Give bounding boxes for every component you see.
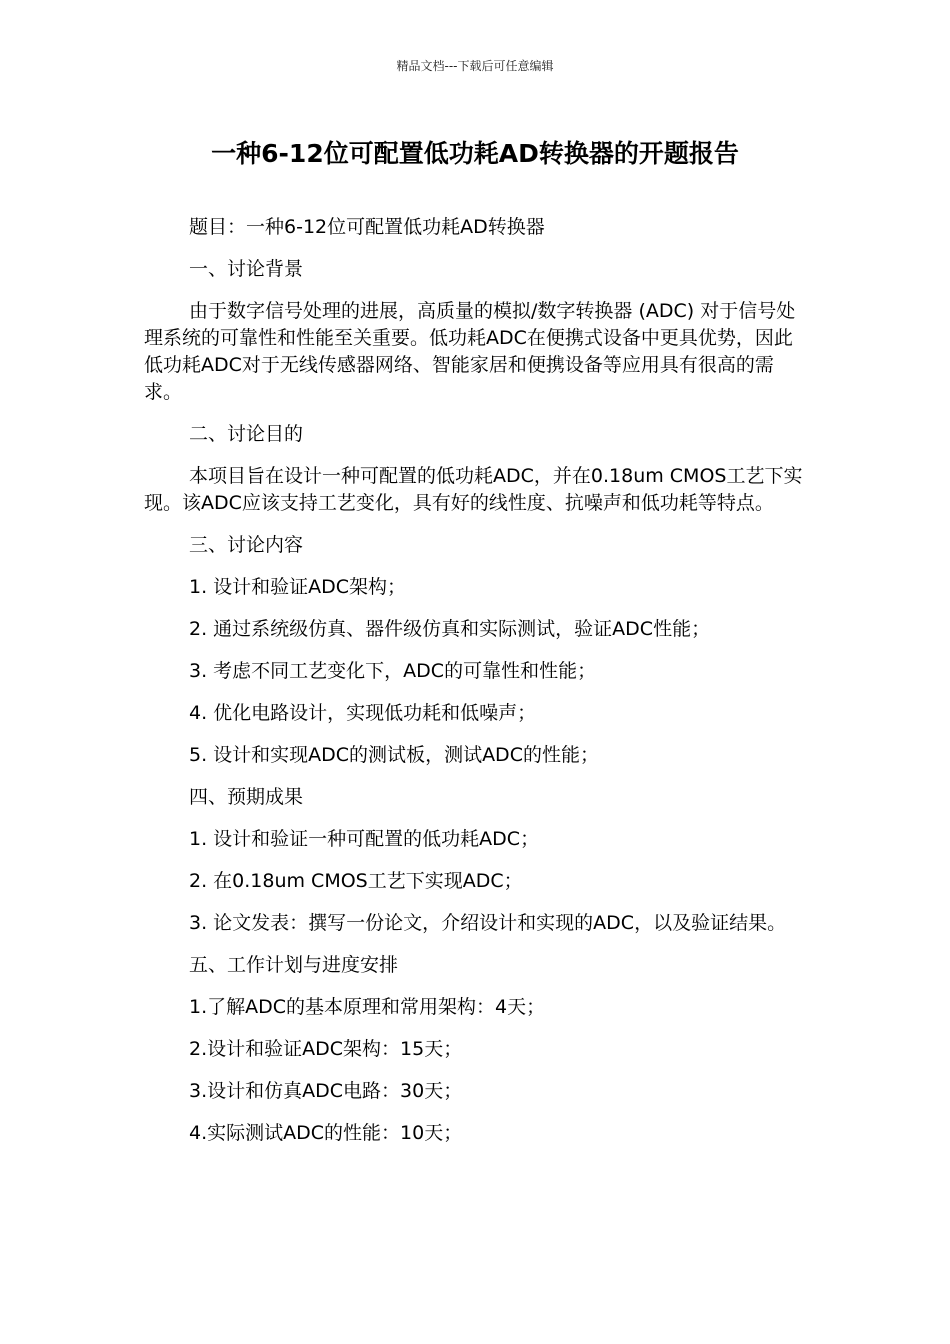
content-item: 1. 设计和验证ADC架构； <box>189 576 407 598</box>
schedule-item: 2.设计和验证ADC架构：15天； <box>189 1038 463 1060</box>
purpose-paragraph: 本项目旨在设计一种可配置的低功耗ADC，并在0.18um CMOS工艺下实现。该ADC应该支持工艺变化，具有好的线性度、抗噪声和低功耗等特点。 <box>144 465 803 514</box>
schedule-item: 1.了解ADC的基本原理和常用架构：4天； <box>189 996 546 1018</box>
section-heading-purpose: 二、讨论目的 <box>189 423 304 445</box>
document-body <box>144 214 806 1147</box>
background-paragraph: 由于数字信号处理的进展，高质量的模拟/数字转换器 (ADC) 对于信号处理系统的可靠性和性能至关重要。低功耗ADC在便携式设备中更具优势，因此低功耗ADC对于无线传感器网络、智能家居和便携设备等应用具有很高的需求。 <box>144 300 796 403</box>
section-heading-schedule: 五、工作计划与进度安排 <box>189 954 399 976</box>
outcome-item: 2. 在0.18um CMOS工艺下实现ADC； <box>189 870 523 892</box>
topic-line: 题目：一种6-12位可配置低功耗AD转换器 <box>189 216 545 238</box>
content-item: 2. 通过系统级仿真、器件级仿真和实际测试，验证ADC性能； <box>189 618 711 640</box>
content-item: 4. 优化电路设计，实现低功耗和低噪声； <box>189 702 537 724</box>
section-heading-content: 三、讨论内容 <box>189 534 304 556</box>
outcome-item: 3. 论文发表：撰写一份论文，介绍设计和实现的ADC，以及验证结果。 <box>189 912 787 934</box>
schedule-item: 4.实际测试ADC的性能：10天； <box>189 1122 463 1144</box>
document-title: 一种6-12位可配置低功耗AD转换器的开题报告 <box>211 139 739 168</box>
section-heading-background: 一、讨论背景 <box>189 258 304 280</box>
outcome-item: 1. 设计和验证一种可配置的低功耗ADC； <box>189 828 540 850</box>
page-header-note: 精品文档---下载后可任意编辑 <box>396 59 554 73</box>
section-heading-outcomes: 四、预期成果 <box>189 786 304 808</box>
schedule-item: 3.设计和仿真ADC电路：30天； <box>189 1080 463 1102</box>
content-item: 3. 考虑不同工艺变化下，ADC的可靠性和性能； <box>189 660 597 682</box>
content-item: 5. 设计和实现ADC的测试板，测试ADC的性能； <box>189 744 599 766</box>
